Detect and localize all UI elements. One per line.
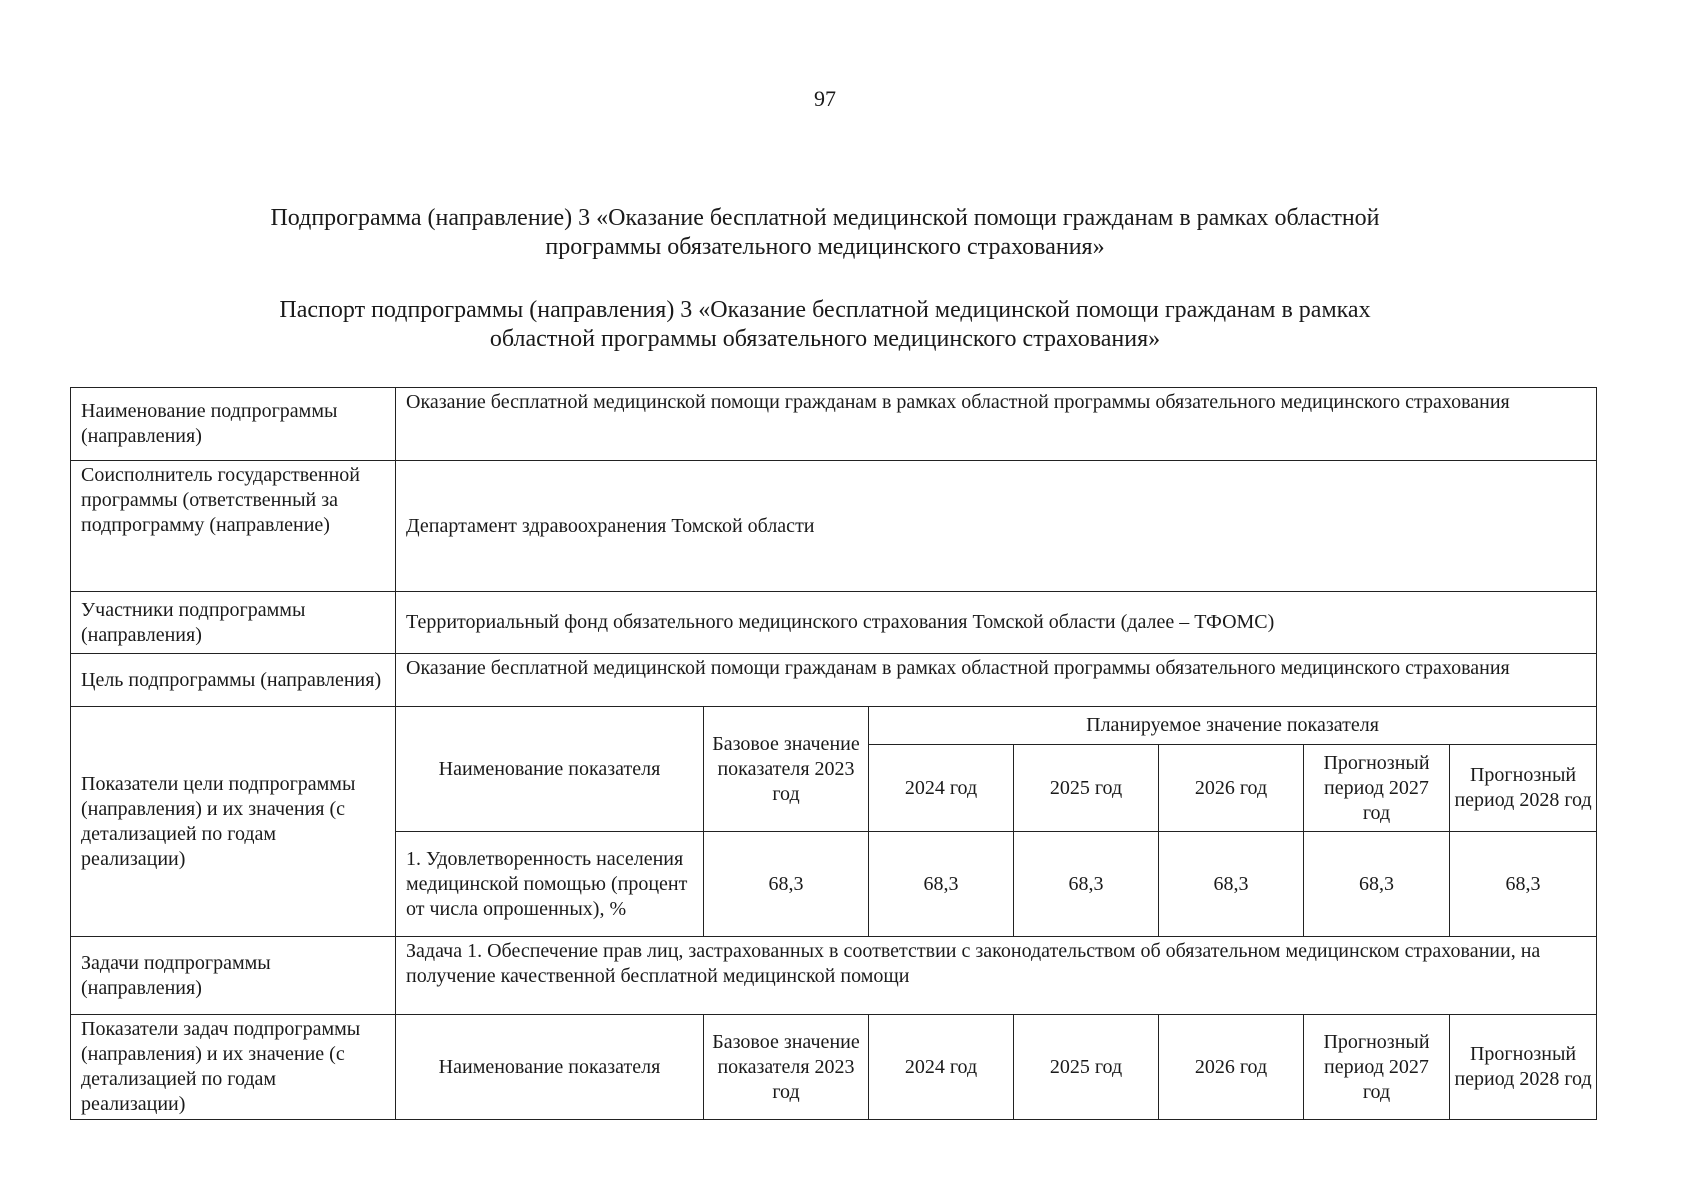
subprogram-heading — [0, 204, 1650, 262]
task-header-year-2026: 2026 год — [1159, 1015, 1304, 1120]
table-row — [71, 388, 1597, 461]
row-label-goal: Цель подпрограммы (направления) — [71, 654, 396, 707]
indicator-1-value-2025: 68,3 — [1014, 832, 1159, 937]
row-label-participants: Участники подпрограммы (направления) — [71, 592, 396, 654]
task-header-year-2025: 2025 год — [1014, 1015, 1159, 1120]
passport-heading-line2: областной программы обязательного медицинского страхования» — [489, 326, 1161, 352]
subprogram-heading-line1: Подпрограмма (направление) 3 «Оказание бесплатной медицинской помощи гражданам в рамках областной — [270, 205, 1380, 231]
indicator-1-value-2028: 68,3 — [1450, 832, 1597, 937]
table-row — [71, 654, 1597, 707]
table-row — [71, 592, 1597, 654]
header-indicator-name: Наименование показателя — [396, 707, 704, 832]
row-value-name: Оказание бесплатной медицинской помощи гражданам в рамках областной программы обязательного медицинского страхования — [396, 388, 1597, 461]
row-value-goal: Оказание бесплатной медицинской помощи гражданам в рамках областной программы обязательного медицинского страхования — [396, 654, 1597, 707]
passport-table — [70, 387, 1597, 1120]
indicator-1-base: 68,3 — [704, 832, 869, 937]
task-header-year-2027: Прогнозный период 2027 год — [1304, 1015, 1450, 1120]
table-row — [71, 707, 1597, 745]
header-year-2025: 2025 год — [1014, 745, 1159, 832]
header-planned-value: Планируемое значение показателя — [869, 707, 1597, 745]
row-label-name: Наименование подпрограммы (направления) — [71, 388, 396, 461]
task-header-year-2028: Прогнозный период 2028 год — [1450, 1015, 1597, 1120]
row-value-tasks: Задача 1. Обеспечение прав лиц, застрахованных в соответствии с законодательством об обязательном медицинском страховании, на получение качественной бесплатной медицинской помощи — [396, 937, 1597, 1015]
task-header-indicator-name: Наименование показателя — [396, 1015, 704, 1120]
table-row — [71, 937, 1597, 1015]
indicator-1-name: 1. Удовлетворенность населения медицинской помощью (процент от числа опрошенных), % — [396, 832, 704, 937]
header-year-2026: 2026 год — [1159, 745, 1304, 832]
table-row — [71, 1015, 1597, 1120]
header-year-2027: Прогнозный период 2027 год — [1304, 745, 1450, 832]
row-label-coexecutor: Соисполнитель государственной программы (ответственный за подпрограмму (направление) — [71, 461, 396, 592]
page-number: 97 — [814, 86, 836, 111]
header-year-2024: 2024 год — [869, 745, 1014, 832]
task-header-year-2024: 2024 год — [869, 1015, 1014, 1120]
header-base-value: Базовое значение показателя 2023 год — [704, 707, 869, 832]
table-row — [71, 461, 1597, 592]
row-value-coexecutor: Департамент здравоохранения Томской области — [396, 461, 1597, 592]
passport-heading-line1: Паспорт подпрограммы (направления) 3 «Оказание бесплатной медицинской помощи гражданам в рамках — [279, 297, 1371, 323]
row-label-goal-indicators: Показатели цели подпрограммы (направления) и их значения (с детализацией по годам реализации) — [71, 707, 396, 937]
task-header-base-value: Базовое значение показателя 2023 год — [704, 1015, 869, 1120]
indicator-1-value-2026: 68,3 — [1159, 832, 1304, 937]
indicator-1-value-2027: 68,3 — [1304, 832, 1450, 937]
row-value-participants: Территориальный фонд обязательного медицинского страхования Томской области (далее – ТФОМС) — [396, 592, 1597, 654]
passport-heading — [0, 296, 1650, 354]
header-year-2028: Прогнозный период 2028 год — [1450, 745, 1597, 832]
indicator-1-value-2024: 68,3 — [869, 832, 1014, 937]
subprogram-heading-line2: программы обязательного медицинского страхования» — [545, 234, 1105, 260]
row-label-task-indicators: Показатели задач подпрограммы (направления) и их значение (с детализацией по годам реализации) — [71, 1015, 396, 1120]
row-label-tasks: Задачи подпрограммы (направления) — [71, 937, 396, 1015]
